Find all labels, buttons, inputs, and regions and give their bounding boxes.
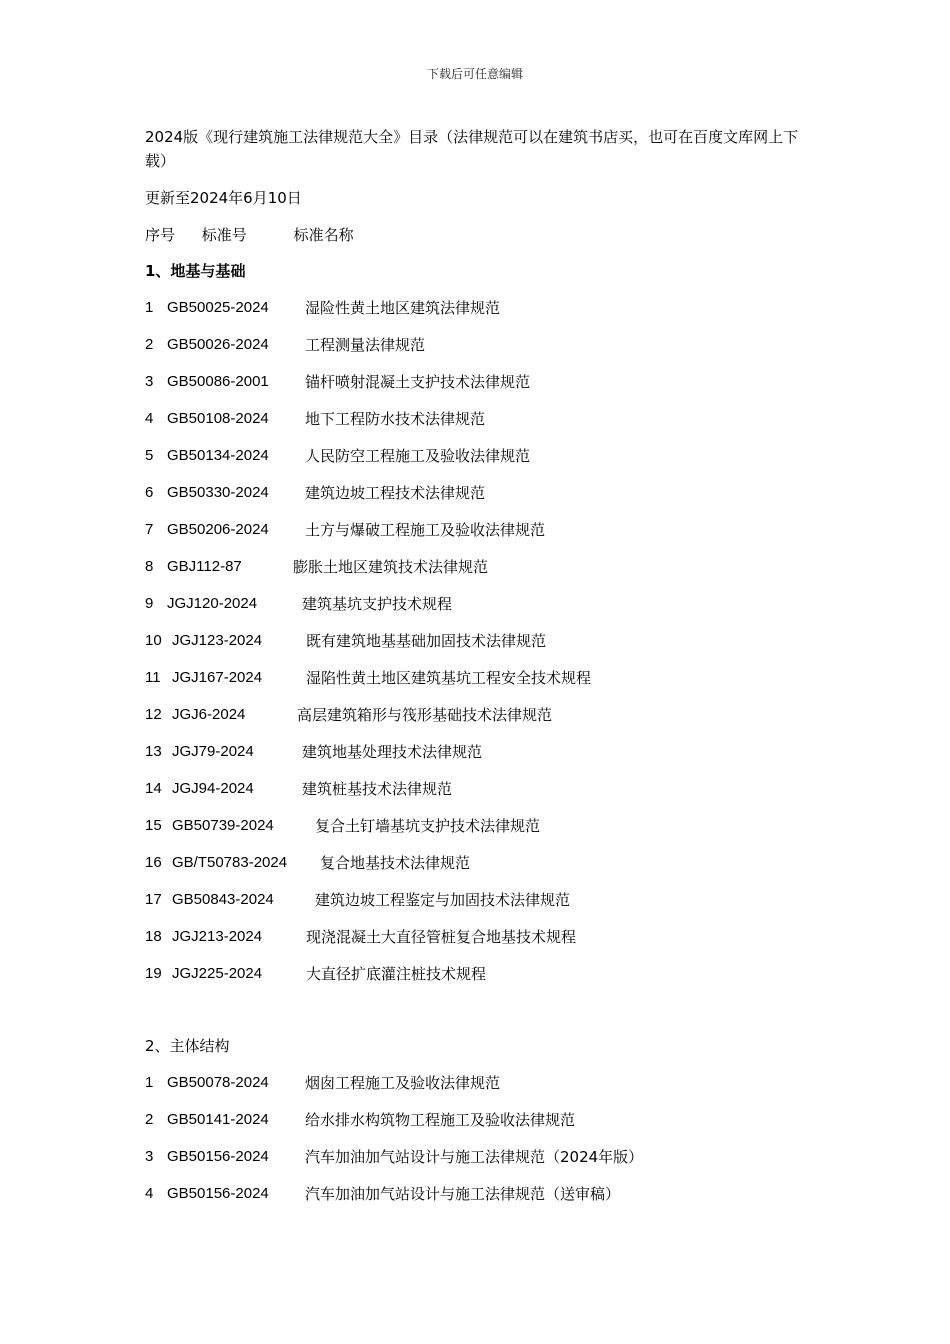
table-row bbox=[145, 851, 815, 875]
standard-name: 汽车加油加气站设计与施工法律规范（2024年版） bbox=[305, 1148, 644, 1166]
table-row bbox=[145, 888, 815, 912]
table-row bbox=[145, 1071, 815, 1095]
standard-code: JGJ120-2024 bbox=[167, 595, 258, 612]
standard-code: GB50843-2024 bbox=[172, 891, 274, 908]
table-row bbox=[145, 555, 815, 579]
standard-code: JGJ225-2024 bbox=[172, 965, 263, 982]
table-row bbox=[145, 629, 815, 653]
standard-name: 现浇混凝土大直径管桩复合地基技术规程 bbox=[306, 928, 577, 946]
standard-name: 烟囱工程施工及验收法律规范 bbox=[305, 1074, 501, 1092]
row-number: 8 bbox=[145, 558, 154, 575]
standard-code: GB50134-2024 bbox=[167, 447, 269, 464]
standard-code: JGJ123-2024 bbox=[172, 632, 263, 649]
standard-name: 建筑边坡工程技术法律规范 bbox=[305, 484, 486, 502]
row-number: 3 bbox=[145, 1148, 154, 1165]
table-row bbox=[145, 333, 815, 357]
row-number: 2 bbox=[145, 1111, 154, 1128]
standard-name: 既有建筑地基基础加固技术法律规范 bbox=[306, 632, 547, 650]
row-number: 17 bbox=[145, 891, 162, 908]
standard-code: GB/T50783-2024 bbox=[172, 854, 288, 871]
standard-code: GB50086-2001 bbox=[167, 373, 269, 390]
row-number: 15 bbox=[145, 817, 162, 834]
row-number: 3 bbox=[145, 373, 154, 390]
standard-name: 复合地基技术法律规范 bbox=[320, 854, 471, 872]
standard-name: 建筑桩基技术法律规范 bbox=[302, 780, 453, 798]
row-number: 12 bbox=[145, 706, 162, 723]
table-row bbox=[145, 296, 815, 320]
table-row bbox=[145, 962, 815, 986]
standard-code: GB50141-2024 bbox=[167, 1111, 269, 1128]
standard-name: 土方与爆破工程施工及验收法律规范 bbox=[305, 521, 546, 539]
standard-code: GB50739-2024 bbox=[172, 817, 274, 834]
row-number: 19 bbox=[145, 965, 162, 982]
section-heading: 1、地基与基础 bbox=[145, 262, 246, 280]
standard-name: 膨胀土地区建筑技术法律规范 bbox=[293, 558, 489, 576]
standard-code: JGJ213-2024 bbox=[172, 928, 263, 945]
row-number: 11 bbox=[145, 669, 161, 686]
standard-code: GB50330-2024 bbox=[167, 484, 269, 501]
table-row bbox=[145, 481, 815, 505]
standard-name: 工程测量法律规范 bbox=[305, 336, 426, 354]
standard-name: 汽车加油加气站设计与施工法律规范（送审稿） bbox=[305, 1185, 621, 1203]
standard-name: 地下工程防水技术法律规范 bbox=[305, 410, 486, 428]
standard-name: 给水排水构筑物工程施工及验收法律规范 bbox=[305, 1111, 576, 1129]
update-date: 更新至2024年6月10日 bbox=[145, 189, 302, 207]
table-row bbox=[145, 518, 815, 542]
row-number: 13 bbox=[145, 743, 162, 760]
standard-name: 建筑地基处理技术法律规范 bbox=[302, 743, 483, 761]
standard-code: GB50108-2024 bbox=[167, 410, 269, 427]
table-row bbox=[145, 777, 815, 801]
table-row bbox=[145, 1182, 815, 1206]
standard-name: 人民防空工程施工及验收法律规范 bbox=[305, 447, 531, 465]
table-row bbox=[145, 1145, 815, 1169]
table-row bbox=[145, 592, 815, 616]
standard-code: JGJ94-2024 bbox=[172, 780, 254, 797]
table-row bbox=[145, 703, 815, 727]
standard-code: GBJ112-87 bbox=[167, 558, 242, 575]
column-name: 标准名称 bbox=[293, 226, 354, 244]
table-row bbox=[145, 814, 815, 838]
standard-code: GB50156-2024 bbox=[167, 1148, 269, 1165]
standard-name: 高层建筑箱形与筏形基础技术法律规范 bbox=[297, 706, 553, 724]
standard-code: GB50206-2024 bbox=[167, 521, 269, 538]
column-seq: 序号 bbox=[145, 226, 176, 244]
column-headers bbox=[145, 223, 354, 247]
standard-code: GB50156-2024 bbox=[167, 1185, 269, 1202]
row-number: 6 bbox=[145, 484, 154, 501]
row-number: 16 bbox=[145, 854, 162, 871]
standard-name: 大直径扩底灌注桩技术规程 bbox=[306, 965, 487, 983]
table-row bbox=[145, 444, 815, 468]
table-row bbox=[145, 925, 815, 949]
standard-code: JGJ79-2024 bbox=[172, 743, 254, 760]
row-number: 1 bbox=[145, 1074, 154, 1091]
table-row bbox=[145, 1108, 815, 1132]
table-row bbox=[145, 370, 815, 394]
standard-code: GB50026-2024 bbox=[167, 336, 269, 353]
table-row bbox=[145, 666, 815, 690]
row-number: 14 bbox=[145, 780, 162, 797]
page-header: 下载后可任意编辑 bbox=[426, 67, 523, 81]
column-code: 标准号 bbox=[201, 226, 247, 244]
standard-name: 建筑基坑支护技术规程 bbox=[302, 595, 453, 613]
table-row bbox=[145, 740, 815, 764]
row-number: 4 bbox=[145, 1185, 154, 1202]
row-number: 18 bbox=[145, 928, 162, 945]
row-number: 10 bbox=[145, 632, 162, 649]
standard-code: JGJ6-2024 bbox=[172, 706, 246, 723]
row-number: 7 bbox=[145, 521, 154, 538]
standard-name: 复合土钉墙基坑支护技术法律规范 bbox=[315, 817, 541, 835]
section-heading: 2、主体结构 bbox=[145, 1037, 230, 1055]
standard-code: JGJ167-2024 bbox=[172, 669, 263, 686]
row-number: 4 bbox=[145, 410, 154, 427]
row-number: 9 bbox=[145, 595, 154, 612]
standard-name: 湿险性黄土地区建筑法律规范 bbox=[305, 299, 501, 317]
standard-code: GB50025-2024 bbox=[167, 299, 269, 316]
standard-name: 建筑边坡工程鉴定与加固技术法律规范 bbox=[315, 891, 571, 909]
document-title: 2024版《现行建筑施工法律规范大全》目录（法律规范可以在建筑书店买，也可在百度文库网上下载） bbox=[145, 128, 799, 170]
row-number: 2 bbox=[145, 336, 154, 353]
table-row bbox=[145, 407, 815, 431]
standard-name: 湿陷性黄土地区建筑基坑工程安全技术规程 bbox=[306, 669, 592, 687]
standard-code: GB50078-2024 bbox=[167, 1074, 269, 1091]
row-number: 1 bbox=[145, 299, 154, 316]
row-number: 5 bbox=[145, 447, 154, 464]
standard-name: 锚杆喷射混凝土支护技术法律规范 bbox=[305, 373, 531, 391]
